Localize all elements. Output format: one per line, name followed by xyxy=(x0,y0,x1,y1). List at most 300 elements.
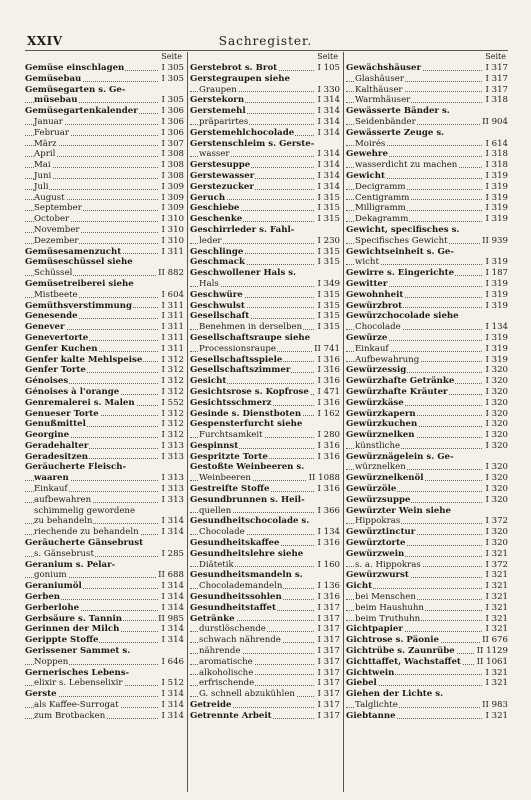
entry-reference: I 366 xyxy=(317,505,340,516)
index-entry xyxy=(346,462,508,473)
entry-term: Gewürzwurst xyxy=(346,570,409,581)
entry-term: Gespensterfurcht siehe xyxy=(190,419,303,430)
entry-reference: I 471 xyxy=(317,386,340,397)
entry-term: Mistbeete xyxy=(34,289,78,300)
index-entry xyxy=(346,117,508,128)
entry-term: bei Menschen xyxy=(355,592,416,603)
entry-term: Centigramm xyxy=(355,192,410,203)
index-entry xyxy=(25,419,184,430)
entry-reference: I 316 xyxy=(317,440,340,451)
entry-reference: I 320 xyxy=(485,408,508,419)
entry-reference: I 317 xyxy=(317,602,340,613)
entry-term: Februar xyxy=(34,127,69,138)
entry-reference: I 320 xyxy=(485,484,508,495)
entry-reference: I 321 xyxy=(485,602,508,613)
entry-term: Gichtpapier xyxy=(346,624,403,635)
entry-term: Furchtsamkeit xyxy=(199,430,263,441)
index-entry xyxy=(190,106,340,117)
entry-term: Gesichtsrose s. Kopfrose xyxy=(190,386,309,397)
entry-reference: I 317 xyxy=(317,656,340,667)
entry-term: müsebau xyxy=(34,95,78,106)
entry-reference: I 646 xyxy=(161,656,184,667)
index-entry xyxy=(346,668,508,679)
index-entry xyxy=(346,711,508,722)
entry-reference: I 311 xyxy=(161,332,184,343)
page-title: Sachregister. xyxy=(218,34,313,48)
index-entry xyxy=(25,128,184,139)
entry-reference: I 321 xyxy=(485,570,508,581)
entry-term: wasserdicht zu machen xyxy=(355,160,458,171)
index-entry xyxy=(346,635,508,646)
entry-reference: II 985 xyxy=(158,613,184,624)
index-entry xyxy=(346,473,508,484)
index-entry xyxy=(190,452,340,463)
entry-term: Glashäuser xyxy=(355,73,404,84)
entry-term: Gerstebrot s. Brot xyxy=(190,63,278,73)
entry-term: Moirés xyxy=(355,138,386,149)
index-entry xyxy=(25,484,184,495)
index-entry xyxy=(346,344,508,355)
entry-term: Seidenbänder xyxy=(355,116,416,127)
entry-term: Gesundheitsmandeln s. xyxy=(190,570,303,581)
index-entry xyxy=(346,355,508,366)
entry-term: Gewürzsuppe xyxy=(346,494,411,505)
entry-reference: I 320 xyxy=(485,527,508,538)
entry-term: Gerstemehl xyxy=(190,106,246,117)
entry-reference: I 372 xyxy=(485,559,508,570)
index-entry xyxy=(190,376,340,387)
index-entry xyxy=(190,657,340,668)
index-entry xyxy=(25,63,184,74)
entry-reference: I 317 xyxy=(317,635,340,646)
entry-reference: I 316 xyxy=(317,397,340,408)
entry-reference: I 320 xyxy=(485,430,508,441)
entry-reference: II 741 xyxy=(314,343,340,354)
entry-term: Schüssel xyxy=(34,268,73,279)
index-entry xyxy=(190,149,340,160)
entry-reference: I 321 xyxy=(485,592,508,603)
entry-term: Gemüseschüssel siehe xyxy=(25,257,133,268)
index-entry xyxy=(190,419,340,430)
entry-reference: I 314 xyxy=(317,181,340,192)
entry-term: Milligramm xyxy=(355,203,406,214)
entry-term: Gerben xyxy=(25,592,61,603)
entry-reference: I 314 xyxy=(161,710,184,721)
index-entry xyxy=(190,495,340,506)
index-entry xyxy=(346,495,508,506)
index-entry xyxy=(346,624,508,635)
index-entry xyxy=(190,95,340,106)
entry-term: Gewürzhafte Getränke xyxy=(346,376,455,387)
index-entry xyxy=(346,409,508,420)
entry-term: durstlöschende xyxy=(199,624,266,635)
index-entry xyxy=(190,387,340,398)
index-entry xyxy=(190,614,340,625)
entry-term: Gesundheitssohlen xyxy=(190,592,282,603)
index-entry xyxy=(25,95,184,106)
entry-term: Benehmen in derselben xyxy=(199,322,303,333)
entry-reference: I 310 xyxy=(161,235,184,246)
entry-term: würznelken xyxy=(355,462,406,473)
index-entry xyxy=(190,225,340,236)
index-entry xyxy=(346,560,508,571)
entry-reference: I 318 xyxy=(485,149,508,160)
index-entry xyxy=(346,311,508,322)
entry-term: Genfer Torte xyxy=(25,365,86,376)
entry-reference: I 330 xyxy=(317,84,340,95)
entry-reference: I 320 xyxy=(485,538,508,549)
entry-term: Dekagramm xyxy=(355,214,409,225)
entry-reference: I 312 xyxy=(161,365,184,376)
entry-reference: I 311 xyxy=(161,322,184,333)
index-entry xyxy=(190,409,340,420)
entry-term: Gesellschaft xyxy=(190,311,250,322)
entry-term: Gerstegraupen siehe xyxy=(190,73,290,84)
index-entry xyxy=(346,63,508,74)
entry-reference: I 313 xyxy=(161,484,184,495)
index-entry xyxy=(25,549,184,560)
index-entry xyxy=(346,603,508,614)
entry-term: Gewächshäuser xyxy=(346,63,421,73)
entry-reference: I 314 xyxy=(161,592,184,603)
index-entry xyxy=(190,139,340,150)
index-entry xyxy=(190,171,340,182)
entry-reference: I 317 xyxy=(317,667,340,678)
entry-reference: II 904 xyxy=(482,116,508,127)
entry-reference: I 320 xyxy=(485,440,508,451)
index-entry xyxy=(25,452,184,463)
entry-term: Gesinde s. Dienstboten xyxy=(190,408,302,419)
index-entry xyxy=(25,214,184,225)
index-entry xyxy=(346,128,508,139)
entry-reference: I 316 xyxy=(317,365,340,376)
entry-term: Gerstemehlchocolade xyxy=(190,127,295,138)
entry-reference: I 614 xyxy=(485,138,508,149)
index-entry xyxy=(25,160,184,171)
entry-term: Geschenke xyxy=(190,214,243,225)
entry-term: Mai xyxy=(34,160,51,171)
index-entry xyxy=(346,214,508,225)
entry-reference: I 230 xyxy=(317,235,340,246)
index-entry xyxy=(190,279,340,290)
entry-reference: I 309 xyxy=(161,181,184,192)
index-entry xyxy=(25,592,184,603)
index-entry xyxy=(25,538,184,549)
entry-reference: I 314 xyxy=(161,602,184,613)
entry-term: Gesundheitschocolade s. xyxy=(190,516,310,527)
entry-term: als Kaffee-Surrogat xyxy=(34,700,119,711)
index-entry xyxy=(346,538,508,549)
entry-term: Gewürzchocolade siehe xyxy=(346,311,459,322)
entry-reference: I 317 xyxy=(485,84,508,95)
entry-reference: I 321 xyxy=(485,548,508,559)
entry-term: Chocolademandeln xyxy=(199,581,283,592)
entry-term: Gesundheitstaffet xyxy=(190,602,276,613)
index-entry xyxy=(25,247,184,258)
index-entry xyxy=(25,657,184,668)
index-entry xyxy=(25,333,184,344)
index-entry xyxy=(25,182,184,193)
entry-reference: II 676 xyxy=(482,635,508,646)
entry-reference: I 552 xyxy=(161,397,184,408)
index-entry xyxy=(25,646,184,657)
entry-term: Gernerisches Lebens- xyxy=(25,667,130,678)
index-entry xyxy=(190,462,340,473)
index-entry xyxy=(190,527,340,538)
entry-reference: I 319 xyxy=(485,289,508,300)
index-entry xyxy=(25,711,184,722)
index-entry xyxy=(346,376,508,387)
index-entry xyxy=(346,398,508,409)
entry-term: Gemüsesamenzucht xyxy=(25,246,122,257)
index-entry xyxy=(346,193,508,204)
index-entry xyxy=(190,236,340,247)
entry-term: gonium xyxy=(34,570,67,581)
index-entry xyxy=(25,581,184,592)
index-entry xyxy=(190,128,340,139)
index-entry xyxy=(346,516,508,527)
entry-term: Gesichtsschmerz xyxy=(190,397,272,408)
index-entry xyxy=(346,74,508,85)
index-entry xyxy=(25,700,184,711)
index-entry xyxy=(190,268,340,279)
entry-term: Gemüse einschlagen xyxy=(25,63,125,73)
entry-term: Dezember xyxy=(34,235,79,246)
entry-term: Gerstezucker xyxy=(190,181,254,192)
entry-term: Gerberlohe xyxy=(25,602,80,613)
entry-reference: I 315 xyxy=(317,192,340,203)
entry-reference: I 310 xyxy=(161,214,184,225)
entry-reference: I 314 xyxy=(317,170,340,181)
entry-reference: I 316 xyxy=(317,354,340,365)
index-entry xyxy=(346,160,508,171)
entry-reference: I 306 xyxy=(161,106,184,117)
entry-term: Gerstekorn xyxy=(190,95,245,106)
index-entry xyxy=(190,63,340,74)
entry-reference: I 315 xyxy=(317,322,340,333)
entry-reference: II 882 xyxy=(158,268,184,279)
entry-term: October xyxy=(34,214,70,225)
entry-reference: I 317 xyxy=(317,678,340,689)
entry-reference: I 134 xyxy=(317,527,340,538)
index-entry xyxy=(25,462,184,473)
index-entry xyxy=(25,322,184,333)
index-entry xyxy=(190,624,340,635)
entry-reference: II 983 xyxy=(482,700,508,711)
entry-term: Gewichtseinheit s. Ge- xyxy=(346,246,454,257)
entry-term: Geranium s. Pelar- xyxy=(25,559,116,570)
entry-reference: I 311 xyxy=(161,300,184,311)
entry-reference: I 319 xyxy=(485,343,508,354)
index-entry xyxy=(346,419,508,430)
index-entry xyxy=(25,365,184,376)
index-entry xyxy=(25,409,184,420)
entry-reference: II 1088 xyxy=(308,473,340,484)
entry-reference: I 308 xyxy=(161,149,184,160)
index-entry xyxy=(25,290,184,301)
entry-term: Chocolade xyxy=(199,527,245,538)
entry-term: präparirtes xyxy=(199,116,249,127)
entry-term: August xyxy=(34,192,65,203)
entry-term: Giehen der Lichte s. xyxy=(346,689,444,700)
entry-term: Georgine xyxy=(25,430,70,441)
index-entry xyxy=(190,603,340,614)
entry-reference: I 314 xyxy=(317,160,340,171)
entry-reference: I 316 xyxy=(317,484,340,495)
entry-term: Gemüsegartenkalender xyxy=(25,106,138,117)
entry-reference: I 313 xyxy=(161,451,184,462)
entry-term: Gewicht xyxy=(346,170,385,181)
index-entry xyxy=(346,549,508,560)
entry-reference: I 320 xyxy=(485,376,508,387)
index-entry xyxy=(190,193,340,204)
entry-reference: I 319 xyxy=(485,214,508,225)
index-entry xyxy=(190,506,340,517)
entry-term: aufbewahren xyxy=(34,494,92,505)
entry-term: Geräucherte Fleisch- xyxy=(25,462,127,473)
entry-reference: I 310 xyxy=(161,224,184,235)
entry-term: April xyxy=(34,149,56,160)
entry-reference: I 311 xyxy=(161,311,184,322)
index-entry xyxy=(190,516,340,527)
entry-term: Hals xyxy=(199,278,219,289)
entry-term: Decigramm xyxy=(355,181,406,192)
entry-term: Giebtanne xyxy=(346,710,396,721)
index-entry xyxy=(346,203,508,214)
entry-term: Gewürze xyxy=(346,332,388,343)
index-entry xyxy=(25,311,184,322)
entry-reference: I 320 xyxy=(485,494,508,505)
entry-term: Gerbsäure s. Tannin xyxy=(25,613,122,624)
entry-reference: I 315 xyxy=(317,311,340,322)
index-entry xyxy=(190,430,340,441)
index-column-2 xyxy=(190,52,340,722)
entry-reference: I 321 xyxy=(485,678,508,689)
entry-term: elixir s. Lebenselixir xyxy=(34,678,123,689)
index-entry xyxy=(346,279,508,290)
index-entry xyxy=(25,225,184,236)
entry-term: November xyxy=(34,224,80,235)
entry-reference: I 321 xyxy=(485,710,508,721)
entry-reference: I 313 xyxy=(161,473,184,484)
entry-term: Geschmack xyxy=(190,257,245,268)
entry-term: Gewürznelkenöl xyxy=(346,473,424,484)
entry-reference: I 318 xyxy=(485,160,508,171)
entry-reference: I 319 xyxy=(485,192,508,203)
entry-term: Gewohnheit xyxy=(346,289,404,300)
index-entry xyxy=(190,214,340,225)
entry-reference: I 512 xyxy=(161,678,184,689)
entry-reference: I 309 xyxy=(161,192,184,203)
entry-reference: I 317 xyxy=(485,63,508,73)
entry-term: Gewürzwein xyxy=(346,548,405,559)
entry-term: Gesellschaftsspiele xyxy=(190,354,283,365)
index-entry xyxy=(346,689,508,700)
entry-term: Einkauf xyxy=(355,343,389,354)
index-entry xyxy=(190,538,340,549)
entry-reference: II 1129 xyxy=(476,646,508,657)
entry-term: Gesundbrunnen s. Heil- xyxy=(190,494,305,505)
index-entry xyxy=(346,430,508,441)
index-entry xyxy=(190,247,340,258)
entry-reference: I 312 xyxy=(161,376,184,387)
index-entry xyxy=(346,646,508,657)
entry-term: Chocolade xyxy=(355,322,401,333)
entry-term: Getränke xyxy=(190,613,235,624)
entry-reference: I 321 xyxy=(485,667,508,678)
seite-label: Seite xyxy=(485,52,506,61)
entry-term: Graupen xyxy=(199,84,237,95)
index-entry xyxy=(25,376,184,387)
index-column-1 xyxy=(25,52,184,722)
index-entry xyxy=(346,322,508,333)
entry-term: Geraniumöl xyxy=(25,581,82,592)
index-entry xyxy=(346,95,508,106)
index-entry xyxy=(190,678,340,689)
entry-reference: I 134 xyxy=(485,322,508,333)
index-entry xyxy=(25,171,184,182)
index-entry xyxy=(346,452,508,463)
page-number: XXIV xyxy=(27,34,63,48)
entry-term: beim Haushuhn xyxy=(355,602,424,613)
index-entry xyxy=(190,635,340,646)
index-entry xyxy=(190,592,340,603)
entry-term: Gesundheitskaffee xyxy=(190,538,280,549)
entry-reference: I 105 xyxy=(317,63,340,73)
entry-reference: I 320 xyxy=(485,419,508,430)
index-entry xyxy=(346,333,508,344)
entry-term: Specifisches Gewicht xyxy=(355,235,448,246)
index-entry xyxy=(190,182,340,193)
entry-term: Geschlinge xyxy=(190,246,244,257)
index-entry xyxy=(190,365,340,376)
index-entry xyxy=(346,182,508,193)
entry-reference: I 306 xyxy=(161,127,184,138)
column-divider xyxy=(343,52,344,792)
entry-reference: I 280 xyxy=(317,430,340,441)
entry-term: Génoises à l'orange xyxy=(25,386,120,397)
index-entry xyxy=(346,506,508,517)
entry-reference: I 314 xyxy=(317,127,340,138)
index-entry xyxy=(25,355,184,366)
entry-term: Gicht xyxy=(346,581,373,592)
entry-term: Geschwulst xyxy=(190,300,245,311)
entry-term: Hippokras xyxy=(355,516,401,527)
entry-reference: I 320 xyxy=(485,397,508,408)
entry-reference: I 307 xyxy=(161,138,184,149)
entry-term: Geradesitzen xyxy=(25,451,89,462)
index-entry xyxy=(346,441,508,452)
entry-term: Gichttaffet, Wachstaffet xyxy=(346,656,461,667)
entry-term: Gerippte Stoffe xyxy=(25,635,99,646)
entry-reference: I 320 xyxy=(485,473,508,484)
entry-reference: I 312 xyxy=(161,354,184,365)
entry-term: Gewürzkuchen xyxy=(346,419,418,430)
entry-term: Gewürznelken xyxy=(346,430,415,441)
entry-reference: I 312 xyxy=(161,386,184,397)
entry-reference: I 305 xyxy=(161,73,184,84)
index-entry xyxy=(346,247,508,258)
entry-term: Genußmittel xyxy=(25,419,86,430)
index-entry xyxy=(346,657,508,668)
index-entry xyxy=(190,117,340,128)
index-entry xyxy=(346,139,508,150)
entry-reference: I 309 xyxy=(161,203,184,214)
entry-term: Geschwollener Hals s. xyxy=(190,268,297,279)
entry-reference: I 315 xyxy=(317,203,340,214)
entry-reference: I 317 xyxy=(317,700,340,711)
entry-term: Noppen xyxy=(34,656,69,667)
